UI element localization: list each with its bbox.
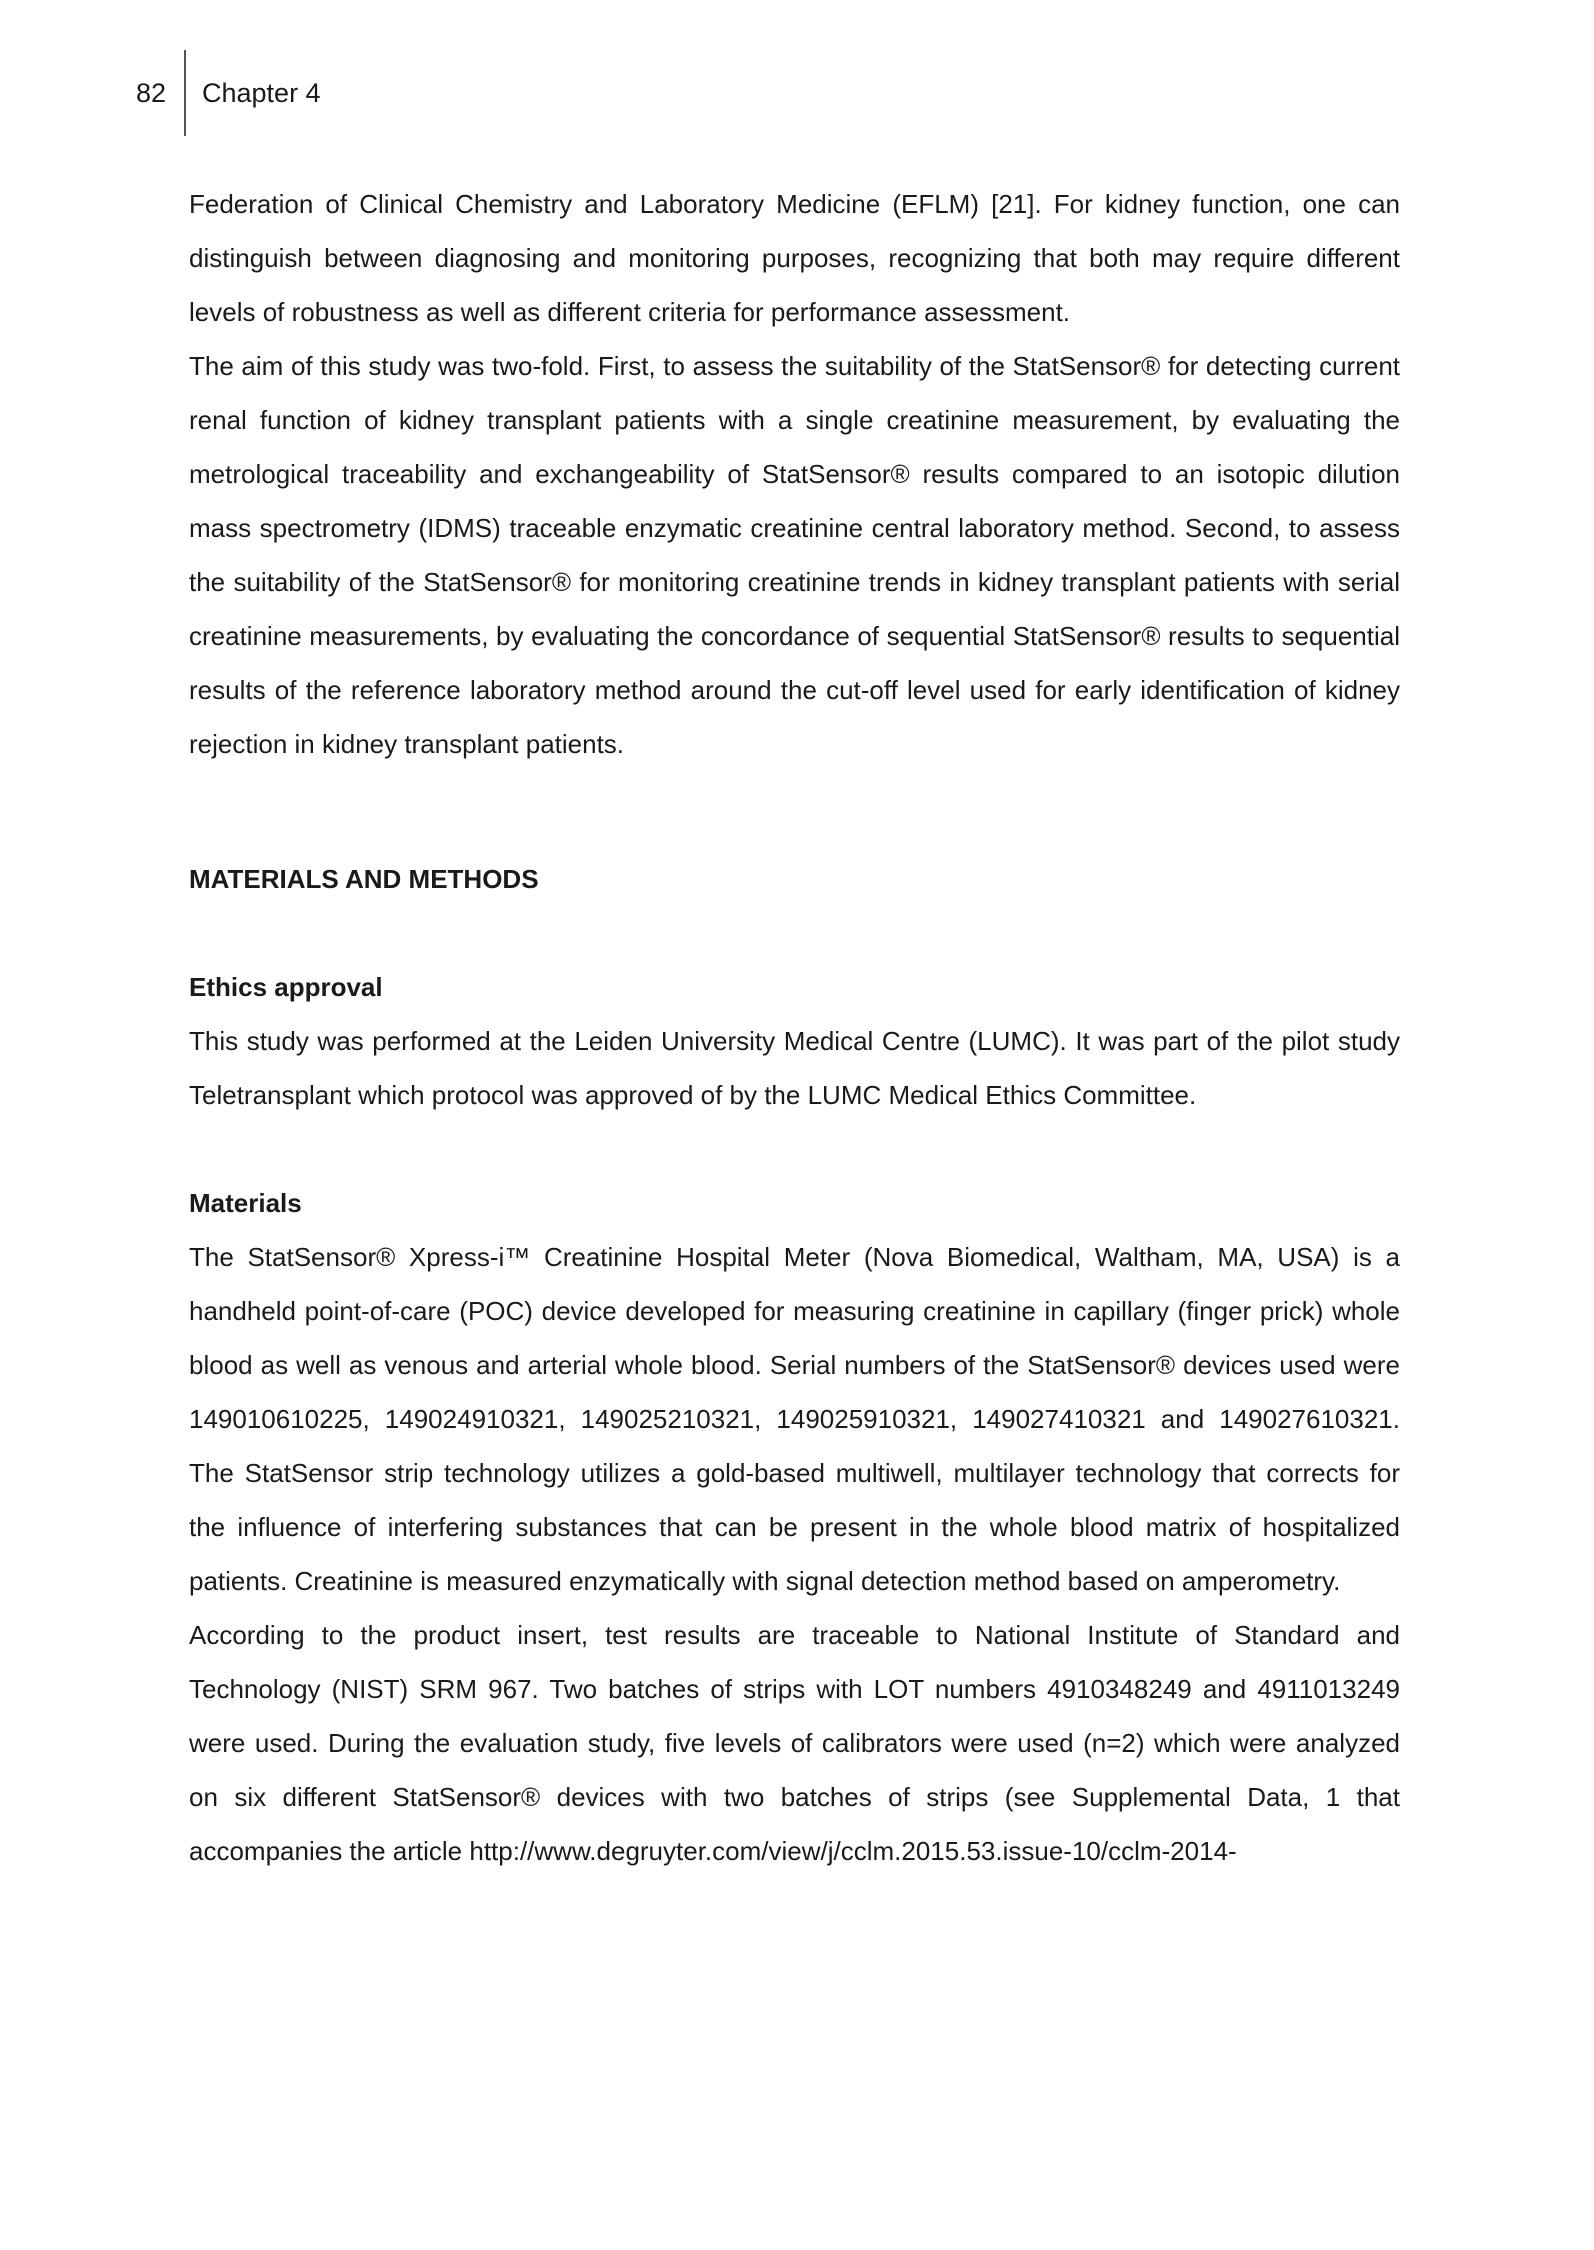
- spacer: [189, 906, 1400, 960]
- subheading-materials: Materials: [189, 1188, 302, 1218]
- intro-paragraph-1: Federation of Clinical Chemistry and Laboratory Medicine (EFLM) [21]. For kidney function, one can distinguish between diagnosing and monitoring purposes, recognizing that both may require different levels of robustness as well as different criteria for performance assessment.: [189, 189, 1400, 327]
- spacer: [189, 1122, 1400, 1176]
- ethics-paragraph: This study was performed at the Leiden University Medical Centre (LUMC). It was part of the pilot study Teletransplant which protocol was approved of by the LUMC Medical Ethics Committee.: [189, 1026, 1400, 1110]
- intro-paragraph-2: The aim of this study was two-fold. First, to assess the suitability of the StatSensor® for detecting current renal function of kidney transplant patients with a single creatinine measurement, by evaluating the metrological traceability and exchangeability of StatSensor® results compared to an isotopic dilution mass spectrometry (IDMS) traceable enzymatic creatinine central laboratory method. Second, to assess the suitability of the StatSensor® for monitoring creatinine trends in kidney transplant patients with serial creatinine measurements, by evaluating the concordance of sequential StatSensor® results to sequential results of the reference laboratory method around the cut-off level used for early identification of kidney rejection in kidney transplant patients.: [189, 351, 1400, 759]
- spacer: [189, 771, 1400, 852]
- chapter-title: Chapter 4: [202, 78, 321, 108]
- body-text: [189, 177, 1400, 1878]
- page-number: 82: [136, 78, 167, 108]
- running-head: [0, 50, 1594, 140]
- section-heading-materials-and-methods: MATERIALS AND METHODS: [189, 864, 539, 894]
- materials-paragraph-2: According to the product insert, test results are traceable to National Institute of Standard and Technology (NIST) SRM 967. Two batches of strips with LOT numbers 4910348249 and 4911013249 were used. During the evaluation study, five levels of calibrators were used (n=2) which were analyzed on six different StatSensor® devices with two batches of strips (see Supplemental Data, 1 that accompanies the article http://www.degruyter.com/view/j/cclm.2015.53.issue-10/cclm-2014-: [189, 1620, 1400, 1866]
- header-divider: [184, 50, 186, 136]
- materials-paragraph-1: The StatSensor® Xpress-i™ Creatinine Hospital Meter (Nova Biomedical, Waltham, MA, USA) is a handheld point-of-care (POC) device developed for measuring creatinine in capillary (finger prick) whole blood as well as venous and arterial whole blood. Serial numbers of the StatSensor® devices used were 149010610225, 149024910321, 149025210321, 149025910321, 149027410321 and 149027610321. The StatSensor strip technology utilizes a gold-based multiwell, multilayer technology that corrects for the influence of interfering substances that can be present in the whole blood matrix of hospitalized patients. Creatinine is measured enzymatically with signal detection method based on amperometry.: [189, 1242, 1400, 1596]
- subheading-ethics-approval: Ethics approval: [189, 972, 383, 1002]
